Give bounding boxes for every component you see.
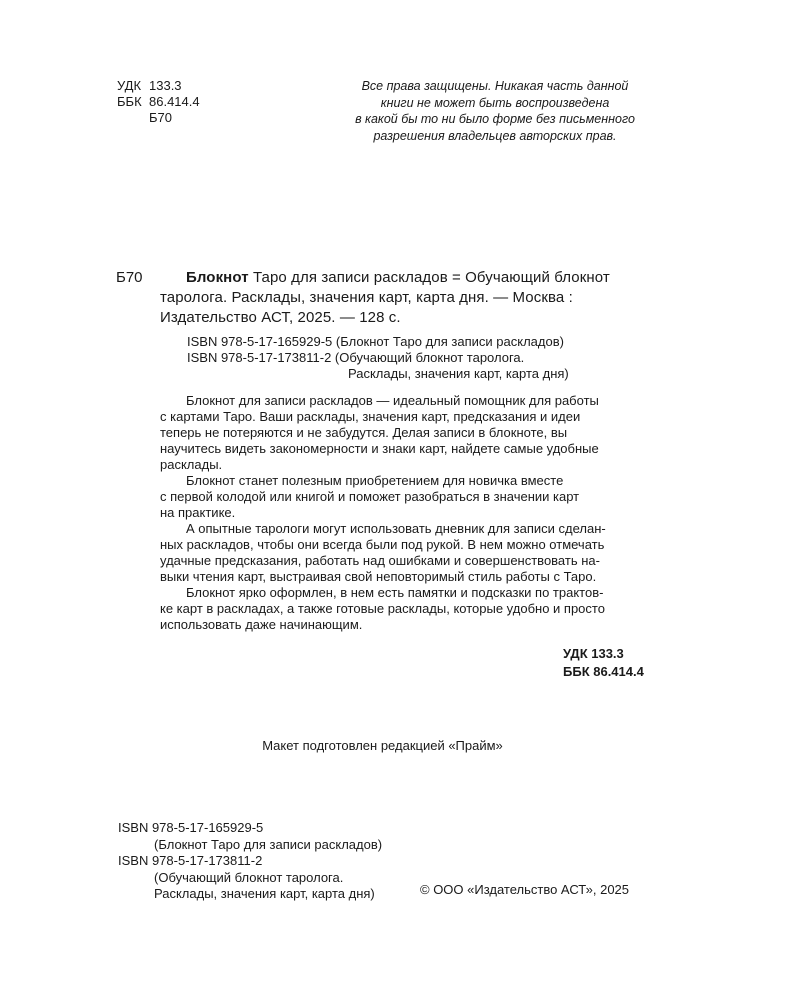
udk-code: УДК 133.3 bbox=[563, 646, 624, 661]
annotation-line: ных раскладов, чтобы они всегда были под рукой. В нем можно отмечать bbox=[160, 537, 605, 552]
prepared-by: Макет подготовлен редакцией «Прайм» bbox=[262, 738, 503, 753]
footer-isbn-line: (Обучающий блокнот таролога. bbox=[154, 869, 344, 885]
footer-isbn-line: ISBN 978-5-17-173811-2 bbox=[118, 853, 263, 868]
entry-code: Б70 bbox=[116, 269, 143, 286]
footer-isbn-line: (Блокнот Таро для записи раскладов) bbox=[154, 836, 383, 852]
entry-title-rest: Таро для записи раскладов = Обучающий блокнот bbox=[248, 269, 610, 286]
annotation-line: использовать даже начинающим. bbox=[160, 617, 363, 632]
class-codes bbox=[563, 645, 644, 681]
classification-block bbox=[117, 78, 200, 126]
isbn-line: ISBN 978-5-17-165929-5 (Блокнот Таро для записи раскладов) bbox=[187, 334, 564, 349]
isbn-list bbox=[187, 334, 569, 382]
annotation-line: удачные предсказания, работать над ошибками и совершенствовать на- bbox=[160, 553, 600, 568]
footer-isbn-line: ISBN 978-5-17-165929-5 bbox=[118, 820, 264, 835]
footer-isbn-line: Расклады, значения карт, карта дня) bbox=[154, 886, 375, 901]
annotation-line: выки чтения карт, выстраивая свой неповторимый стиль работы с Таро. bbox=[160, 569, 597, 584]
annotation-line: расклады. bbox=[160, 457, 223, 472]
annotation-line: научитесь видеть закономерности и знаки карт, найдете самые удобные bbox=[160, 441, 599, 456]
bbk-value: 86.414.4 bbox=[149, 94, 200, 109]
isbn-line: Расклады, значения карт, карта дня) bbox=[348, 366, 569, 381]
bbk-label: ББК bbox=[117, 94, 142, 109]
author-code: Б70 bbox=[149, 110, 172, 125]
isbn-line: ISBN 978-5-17-173811-2 (Обучающий блокнот таролога. bbox=[187, 350, 525, 365]
udk-value: 133.3 bbox=[149, 78, 182, 93]
rights-line: книги не может быть воспроизведена bbox=[380, 95, 610, 110]
bbk-row bbox=[117, 94, 200, 110]
annotation-line: с первой колодой или книгой и поможет разобраться в значении карт bbox=[160, 489, 580, 504]
biblio-line bbox=[160, 268, 650, 288]
copyright: © ООО «Издательство АСТ», 2025 bbox=[420, 882, 630, 897]
rights-notice bbox=[330, 78, 660, 144]
entry-title-bold: Блокнот bbox=[186, 269, 249, 286]
rights-line: Все права защищены. Никакая часть данной bbox=[361, 79, 629, 93]
rights-line: разрешения владельцев авторских прав. bbox=[373, 128, 617, 143]
rights-line: в какой бы то ни было форме без письменного bbox=[355, 112, 635, 126]
udk-row bbox=[117, 78, 200, 94]
bibliographic-entry bbox=[160, 268, 650, 328]
annotation-line: с картами Таро. Ваши расклады, значения карт, предсказания и идеи bbox=[160, 409, 581, 424]
biblio-line: Издательство АСТ, 2025. — 128 с. bbox=[160, 309, 401, 326]
udk-label: УДК bbox=[117, 78, 142, 93]
annotation-line: Блокнот ярко оформлен, в нем есть памятки и подсказки по трактов- bbox=[186, 585, 604, 600]
annotation-line: на практике. bbox=[160, 505, 236, 520]
annotation-line: теперь не потеряются и не забудутся. Делая записи в блокноте, вы bbox=[160, 425, 568, 440]
bbk-code: ББК 86.414.4 bbox=[563, 664, 644, 679]
annotation-line: Блокнот станет полезным приобретением для новичка вместе bbox=[186, 473, 564, 488]
annotation-line: ке карт в раскладах, а также готовые расклады, которые удобно и просто bbox=[160, 601, 605, 616]
author-code-row bbox=[117, 110, 200, 126]
biblio-line: таролога. Расклады, значения карт, карта дня. — Москва : bbox=[160, 289, 573, 306]
annotation bbox=[160, 393, 652, 633]
footer-isbn bbox=[118, 820, 382, 903]
annotation-line: Блокнот для записи раскладов — идеальный помощник для работы bbox=[186, 393, 599, 408]
annotation-line: А опытные тарологи могут использовать дневник для записи сделан- bbox=[186, 521, 606, 536]
